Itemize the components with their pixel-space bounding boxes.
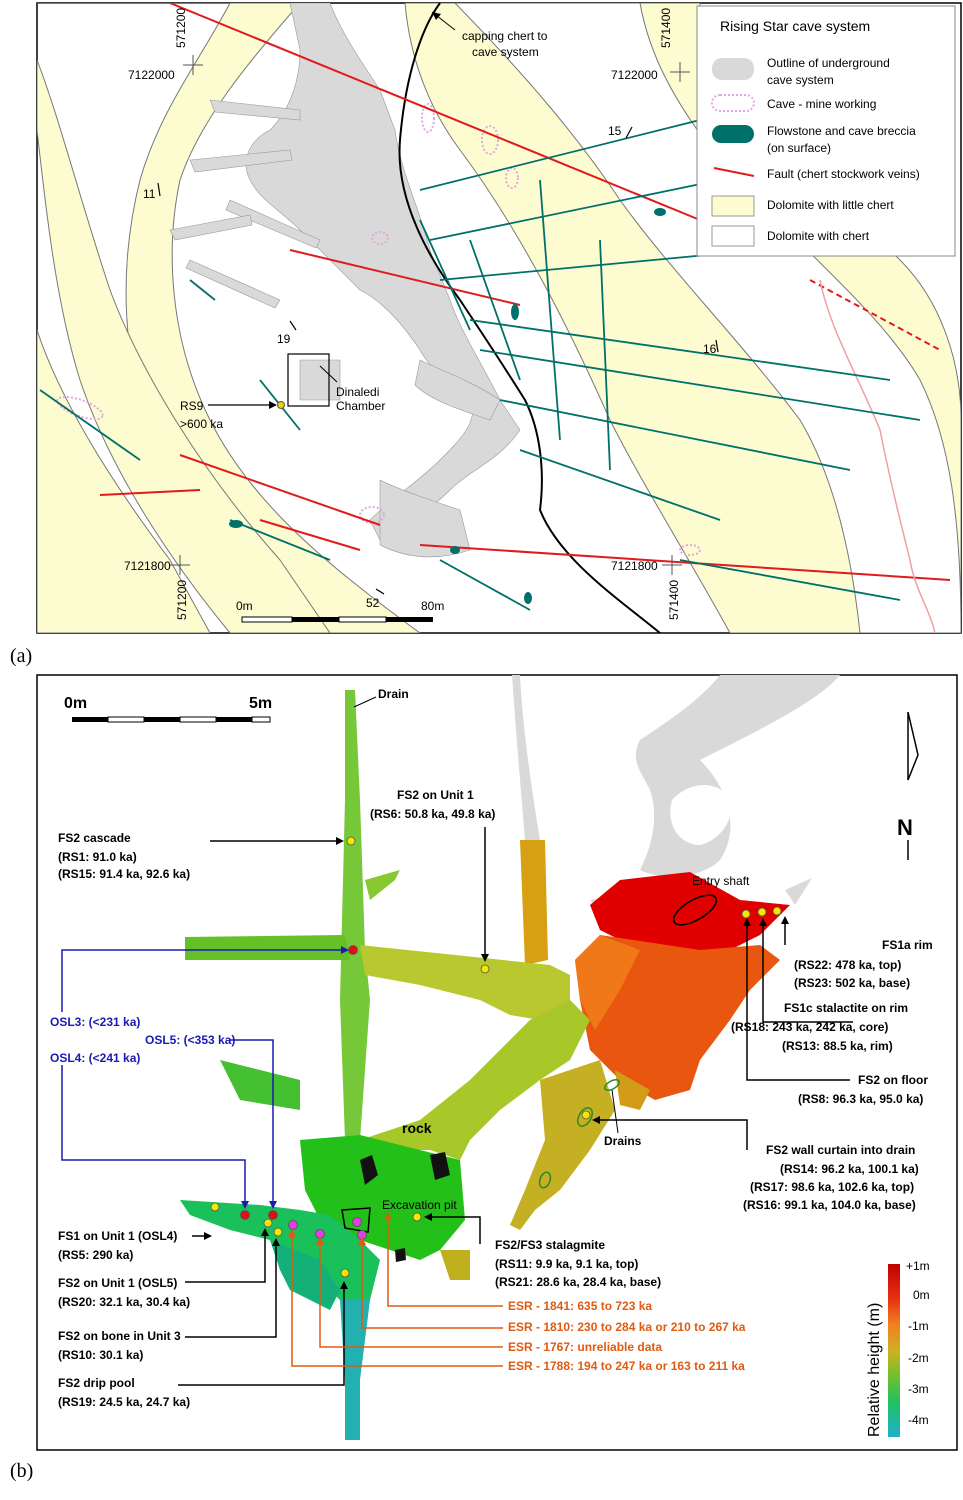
panel-b-letter: (b)	[10, 1460, 34, 1482]
scale-bar-a	[242, 617, 433, 622]
legend-swatch-mine	[712, 95, 754, 111]
legend-label-chert: Dolomite with chert	[767, 229, 870, 243]
fs2-wall-line3: (RS17: 98.6 ka, 102.6 ka, top)	[750, 1180, 915, 1194]
fs2-bone-line1: FS2 on bone in Unit 3	[58, 1329, 181, 1343]
legend-swatch-cave	[712, 58, 754, 80]
legend-label-flowstone-1: Flowstone and cave breccia	[767, 124, 916, 138]
height-tick-minus3: -3m	[908, 1382, 929, 1396]
fs2-drip-line1: FS2 drip pool	[58, 1376, 135, 1390]
dinaledi-label-line1: Dinaledi	[336, 385, 380, 399]
legend-swatch-flowstone	[712, 125, 754, 143]
scale-b-start: 0m	[64, 695, 88, 712]
dip-19: 19	[277, 332, 291, 346]
osl3-label: OSL3: (<231 ka)	[50, 1015, 141, 1029]
coord-e-571400-bottom: 571400	[667, 579, 681, 620]
dip-15: 15	[608, 124, 622, 138]
fs2-cascade-line3: (RS15: 91.4 ka, 92.6 ka)	[58, 867, 191, 881]
entry-shaft-label: Entry shaft	[692, 874, 750, 888]
fs2-drip-line2: (RS19: 24.5 ka, 24.7 ka)	[58, 1395, 191, 1409]
legend-swatch-chert	[712, 226, 754, 246]
north-label: N	[897, 815, 913, 840]
fs1-unit1-line1: FS1 on Unit 1 (OSL4)	[58, 1229, 178, 1243]
esr-1767: ESR - 1767: unreliable data	[508, 1340, 663, 1354]
osl5-label: OSL5: (<353 ka)	[145, 1033, 236, 1047]
fs2-fs3-line1: FS2/FS3 stalagmite	[495, 1238, 606, 1252]
height-tick-minus1: -1m	[908, 1319, 929, 1333]
height-scale-title: Relative height (m)	[866, 1302, 883, 1437]
panel-b-map	[0, 670, 963, 1470]
coord-n-7122000-right: 7122000	[611, 68, 658, 82]
fs1a-line1: FS1a rim	[882, 938, 933, 952]
coord-n-7122000-left: 7122000	[128, 68, 175, 82]
fs2-unit1-line1: FS2 on Unit 1	[397, 788, 474, 802]
legend-label-fault: Fault (chert stockwork veins)	[767, 167, 920, 181]
legend-label-cave-1: Outline of underground	[767, 56, 890, 70]
coord-e-571200-top: 571200	[174, 7, 188, 48]
legend-label-little-chert: Dolomite with little chert	[767, 198, 894, 212]
capping-label-line1: capping chert to	[462, 29, 548, 43]
coord-e-571200-bottom: 571200	[175, 579, 189, 620]
fs2-fs3-line2: (RS11: 9.9 ka, 9.1 ka, top)	[495, 1257, 639, 1271]
fs2-wall-line1: FS2 wall curtain into drain	[766, 1143, 916, 1157]
fs2-unit1-osl5-line1: FS2 on Unit 1 (OSL5)	[58, 1276, 178, 1290]
fs2-fs3-line3: (RS21: 28.6 ka, 28.4 ka, base)	[495, 1275, 662, 1289]
scale-a-start: 0m	[236, 599, 253, 613]
rock-label: rock	[402, 1120, 432, 1136]
excavation-pit-label: Excavation pit	[382, 1198, 457, 1212]
fs2-wall-line4: (RS16: 99.1 ka, 104.0 ka, base)	[743, 1198, 916, 1212]
scale-b-end: 5m	[249, 695, 273, 712]
height-tick-plus1: +1m	[906, 1259, 930, 1273]
fs1c-line2: (RS18: 243 ka, 242 ka, core)	[731, 1020, 889, 1034]
fs2-wall-line2: (RS14: 96.2 ka, 100.1 ka)	[780, 1162, 919, 1176]
rs9-label-line1: RS9	[180, 399, 204, 413]
osl4-label: OSL4: (<241 ka)	[50, 1051, 141, 1065]
panel-a-letter: (a)	[10, 645, 33, 667]
drains-label: Drains	[604, 1134, 642, 1148]
legend-label-cave-2: cave system	[767, 73, 834, 87]
height-tick-0: 0m	[913, 1288, 930, 1302]
fs2-unit1-osl5-line2: (RS20: 32.1 ka, 30.4 ka)	[58, 1295, 191, 1309]
fs1-unit1-line2: (RS5: 290 ka)	[58, 1248, 134, 1262]
rs9-label-line2: >600 ka	[180, 417, 224, 431]
fs1c-line1: FS1c stalactite on rim	[784, 1001, 909, 1015]
scale-a-end: 80m	[421, 599, 445, 613]
height-tick-minus2: -2m	[908, 1351, 929, 1365]
dip-52: 52	[366, 596, 380, 610]
coord-e-571400-top: 571400	[659, 7, 673, 48]
fs2-unit1-line2: (RS6: 50.8 ka, 49.8 ka)	[370, 807, 496, 821]
coord-n-7121800-right: 7121800	[611, 559, 658, 573]
capping-label-line2: cave system	[472, 45, 539, 59]
fs2-floor-line2: (RS8: 96.3 ka, 95.0 ka)	[798, 1092, 924, 1106]
fs2-cascade-line1: FS2 cascade	[58, 831, 131, 845]
legend-title: Rising Star cave system	[720, 18, 871, 34]
fs1a-line2: (RS22: 478 ka, top)	[794, 958, 902, 972]
dinaledi-label-line2: Chamber	[336, 399, 386, 413]
legend	[697, 6, 955, 256]
panel-a-map	[0, 0, 963, 645]
dip-16: 16	[703, 342, 717, 356]
rs9-marker	[278, 402, 285, 409]
scale-bar-b	[72, 717, 270, 722]
esr-1788: ESR - 1788: 194 to 247 ka or 163 to 211 ka	[508, 1359, 745, 1373]
dip-11: 11	[143, 187, 156, 201]
height-tick-minus4: -4m	[908, 1413, 929, 1427]
legend-swatch-little-chert	[712, 196, 754, 216]
height-color-bar	[888, 1264, 900, 1437]
legend-label-flowstone-2: (on surface)	[767, 141, 832, 155]
fs2-bone-line2: (RS10: 30.1 ka)	[58, 1348, 144, 1362]
fs2-cascade-line2: (RS1: 91.0 ka)	[58, 850, 137, 864]
drain-label: Drain	[378, 687, 409, 701]
esr-1810: ESR - 1810: 230 to 284 ka or 210 to 267 ka	[508, 1320, 746, 1334]
fs2-floor-line1: FS2 on floor	[858, 1073, 928, 1087]
esr-1841: ESR - 1841: 635 to 723 ka	[508, 1299, 653, 1313]
fs1c-line3: (RS13: 88.5 ka, rim)	[782, 1039, 893, 1053]
legend-label-mine: Cave - mine working	[767, 97, 877, 111]
fs1a-line3: (RS23: 502 ka, base)	[794, 976, 911, 990]
coord-n-7121800-left: 7121800	[124, 559, 171, 573]
